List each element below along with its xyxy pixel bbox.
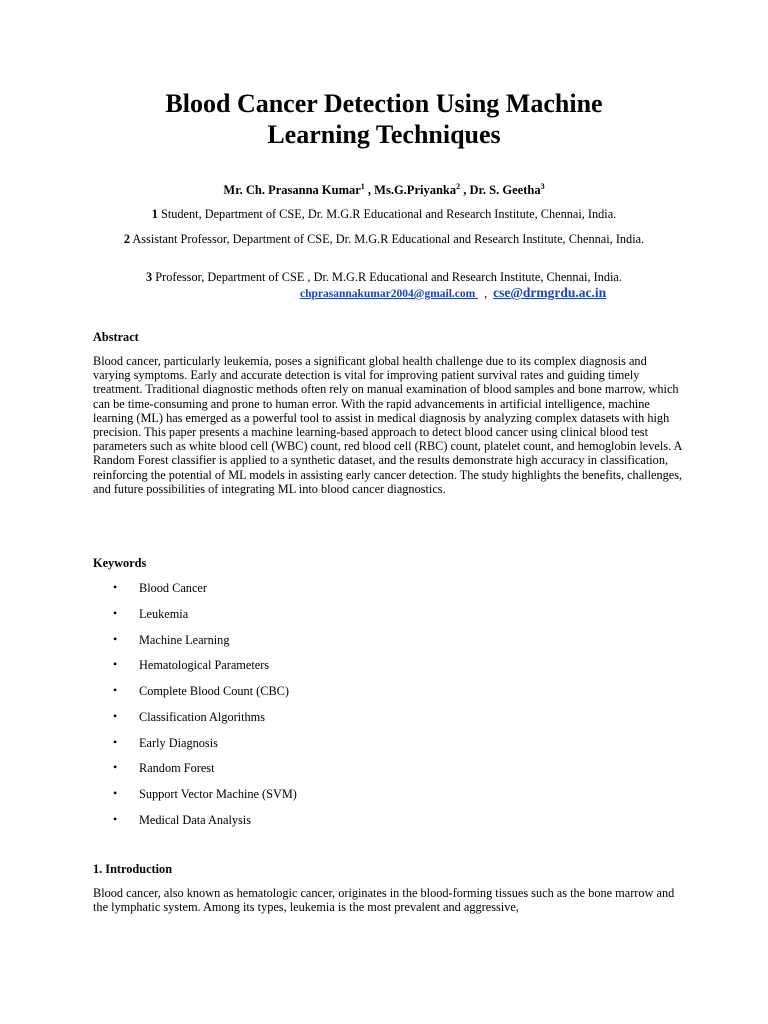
keyword-text: Classification Algorithms: [139, 710, 266, 724]
keyword-text: Blood Cancer: [139, 581, 207, 595]
keyword-text: Hematological Parameters: [139, 658, 270, 672]
introduction-body: Blood cancer, also known as hematologic cancer, originates in the blood-forming tissues such as the bone marrow and the lymphatic system. Among its types, leukemia is the most prevalent and aggressive,: [93, 886, 675, 915]
email-link-author[interactable]: chprasannakumar2004@gmail.com: [300, 288, 479, 300]
bullet-icon: •: [113, 606, 118, 620]
author-3-name: Dr. S. Geetha: [469, 183, 541, 198]
affiliation-1-text: Student, Department of CSE, Dr. M.G.R Educational and Research Institute, Chennai, India.: [157, 207, 617, 221]
affiliation-3-number: 3: [146, 270, 153, 284]
affiliation-1: [110, 207, 658, 221]
affiliation-3: [110, 270, 658, 284]
keyword-text: Support Vector Machine (SVM): [139, 787, 297, 801]
author-2-superscript: 2: [456, 182, 461, 191]
paper-title-line-2: Learning Techniques: [267, 120, 501, 149]
author-1-name: Mr. Ch. Prasanna Kumar: [223, 183, 361, 198]
keyword-text: Medical Data Analysis: [139, 813, 252, 827]
keyword-text: Leukemia: [139, 607, 189, 621]
bullet-icon: •: [113, 735, 118, 749]
author-separator-2: ,: [460, 183, 470, 198]
author-list: [84, 180, 684, 197]
bullet-icon: •: [113, 812, 118, 826]
email-link-department[interactable]: cse@drmgrdu.ac.in: [493, 285, 607, 300]
keyword-text: Machine Learning: [139, 633, 230, 647]
affiliation-2-text: Assistant Professor, Department of CSE, Dr. M.G.R Educational and Research Institute, Chennai, India.: [129, 232, 645, 246]
author-separator-1: ,: [364, 183, 375, 198]
affiliation-1-number: 1: [151, 207, 158, 221]
bullet-icon: •: [113, 786, 118, 800]
bullet-icon: •: [113, 657, 118, 671]
author-1-superscript: 1: [360, 182, 365, 191]
author-2-name: Ms.G.Priyanka: [374, 183, 457, 198]
affiliation-3-text: Professor, Department of CSE , Dr. M.G.R Educational and Research Institute, Chennai, India.: [152, 270, 622, 284]
affiliation-2: [110, 232, 658, 246]
introduction-heading: 1. Introduction: [93, 862, 173, 876]
bullet-icon: •: [113, 709, 118, 723]
paper-title-line-1: Blood Cancer Detection Using Machine: [165, 89, 603, 118]
affiliation-2-number: 2: [123, 232, 130, 246]
keywords-heading: Keywords: [93, 556, 147, 570]
bullet-icon: •: [113, 632, 118, 646]
email-separator: ,: [484, 286, 488, 300]
paper-title: [84, 88, 684, 150]
keyword-text: Early Diagnosis: [139, 736, 218, 750]
keyword-text: Random Forest: [139, 761, 215, 775]
bullet-icon: •: [113, 760, 118, 774]
bullet-icon: •: [113, 580, 118, 594]
keyword-text: Complete Blood Count (CBC): [139, 684, 289, 698]
email-line: [300, 284, 680, 302]
abstract-heading: Abstract: [93, 330, 139, 344]
abstract-body: Blood cancer, particularly leukemia, poses a significant global health challenge due to its complex diagnosis and varying symptoms. Early and accurate detection is vital for improving patient survival rates and guiding timely treatment. Traditional diagnostic methods often rely on manual examination of blood samples and bone marrow, which can be time-consuming and prone to human error. With the rapid advancements in artificial intelligence, machine learning (ML) has emerged as a powerful tool to assist in medical diagnosis by analyzing complex datasets with high precision. This paper presents a machine learning-based approach to detect blood cancer using clinical blood test parameters such as white blood cell (WBC) count, red blood cell (RBC) count, platelet count, and hemoglobin levels. A Random Forest classifier is applied to a synthetic dataset, and the results demonstrate high accuracy in classification, reinforcing the potential of ML models in assisting early cancer detection. The study highlights the benefits, challenges, and future possibilities of integrating ML into blood cancer diagnostics.: [93, 354, 683, 496]
author-3-superscript: 3: [540, 182, 545, 191]
bullet-icon: •: [113, 683, 118, 697]
